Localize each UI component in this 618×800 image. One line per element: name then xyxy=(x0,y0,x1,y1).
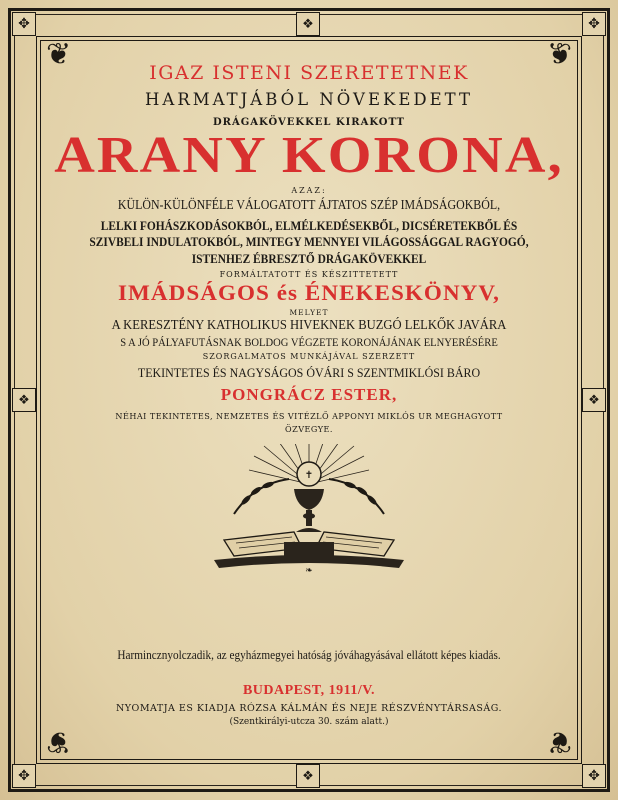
corner-ornament-icon: ✥ xyxy=(582,764,606,788)
edition-note: Harmincznyolczadik, az egyházmegyei hatóság jóváhagyásával ellátott képes kiadás. xyxy=(117,648,501,662)
imprint-block xyxy=(50,648,568,727)
border-medallion-icon: ❖ xyxy=(582,388,606,412)
publisher-line: NYOMATJA ES KIADJA RÓZSA KÁLMÁN ÉS NEJE RÉSZVÉNYTÁRSASÁG. xyxy=(115,703,503,714)
title-line-12: S A JÓ PÁLYAFUTÁSNAK BOLDOG VÉGZETE KORONÁJÁNAK ELNYERÉSÉRE xyxy=(120,336,498,349)
border-medallion-icon: ❖ xyxy=(12,388,36,412)
title-line-7c: ISTENHEZ ÉBRESZTŐ DRÁGAKÖVEKKEL xyxy=(191,250,427,266)
title-line-8: FORMÁLTATOTT ÉS KÉSZITTETETT xyxy=(219,269,399,279)
author-name: PONGRÁCZ ESTER, xyxy=(220,384,398,404)
svg-text:✝: ✝ xyxy=(304,470,314,482)
title-line-2: HARMATJÁBÓL NÖVEKEDETT xyxy=(145,90,473,109)
flourish-icon: ❦ xyxy=(46,37,72,72)
title-line-7b: SZIVBELI INDULATOKBÓL, MINTEGY MENNYEI VILÁGOSSÁGGAL RAGYOGÓ, xyxy=(89,234,529,250)
chalice-host-emblem-icon xyxy=(194,444,424,574)
border-medallion-icon: ❖ xyxy=(296,12,320,36)
azaz-label: AZAZ: xyxy=(291,186,327,195)
title-line-7a: LELKI FOHÁSZKODÁSOKBÓL, ELMÉLKEDÉSEKBŐL, DICSÉRETEKBŐL ÉS xyxy=(100,218,518,233)
title-line-14: TEKINTETES ÉS NAGYSÁGOS ÓVÁRI S SZENTMIKLÓSI BÁRO xyxy=(137,364,481,380)
title-line-16b: ÖZVEGYE. xyxy=(285,424,333,435)
place-date: BUDAPEST, 1911/V. xyxy=(242,683,376,698)
corner-ornament-icon: ✥ xyxy=(12,12,36,36)
border-medallion-icon: ❖ xyxy=(296,764,320,788)
flourish-icon: ❦ xyxy=(46,724,72,759)
title-line-13: SZORGALMATOS MUNKÁJÁVAL SZERZETT xyxy=(202,351,416,361)
title-line-16a: NÉHAI TEKINTETES, NEMZETES ÉS VITÉZLŐ APPONYI MIKLÓS UR MEGHAGYOTT xyxy=(115,411,503,422)
main-title: ARANY KORONA, xyxy=(54,127,564,184)
flourish-icon: ❦ xyxy=(546,37,572,72)
address-line: (Szentkirályi-utcza 30. szám alatt.) xyxy=(229,717,389,727)
melyet-label: MELYET xyxy=(289,307,329,317)
corner-ornament-icon: ✥ xyxy=(12,764,36,788)
title-line-6: KÜLÖN-KÜLÖNFÉLE VÁLOGATOTT ÁJTATOS SZÉP IMÁDSÁGOKBÓL, xyxy=(117,198,501,213)
corner-ornament-icon: ✥ xyxy=(582,12,606,36)
title-line-1: IGAZ ISTENI SZERETETNEK xyxy=(149,62,469,84)
title-line-11: A KERESZTÉNY KATHOLIKUS HIVEKNEK BUZGÓ LELKŐK JAVÁRA xyxy=(111,317,507,333)
flourish-icon: ❦ xyxy=(546,724,572,759)
svg-text:❧: ❧ xyxy=(305,566,313,575)
subtitle: IMÁDSÁGOS és ÉNEKESKÖNYV, xyxy=(117,279,501,305)
title-line-3: DRÁGAKÖVEKKEL KIRAKOTT xyxy=(213,117,405,128)
title-block xyxy=(50,60,568,574)
